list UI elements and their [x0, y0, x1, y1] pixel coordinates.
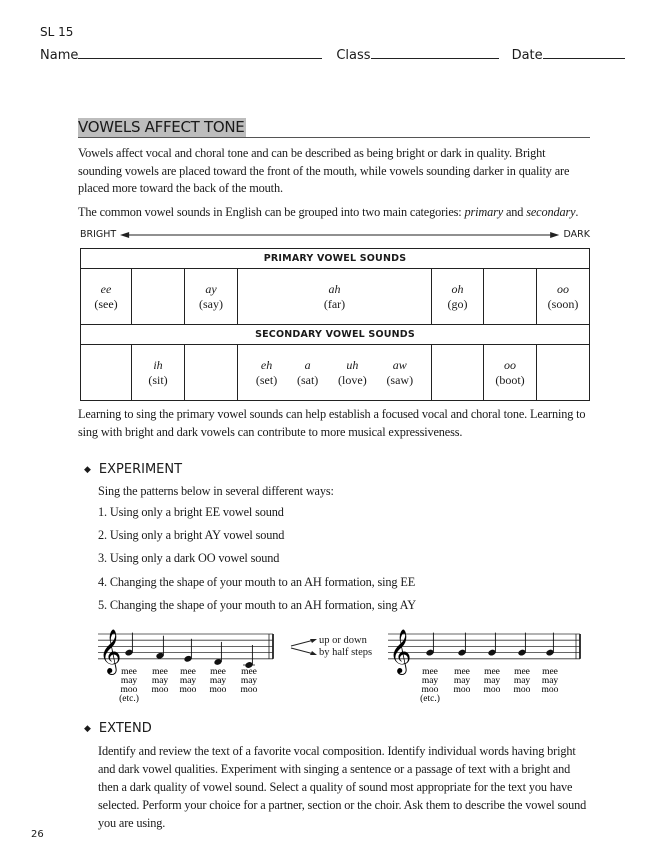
lyric-etc: (etc.) — [119, 694, 139, 704]
date-field[interactable] — [543, 46, 625, 59]
lyric-syllable: may — [209, 676, 227, 686]
vowel-cell — [537, 345, 590, 401]
lyric-etc: (etc.) — [420, 694, 440, 704]
lyric-syllable: mee — [422, 667, 438, 677]
categories-paragraph: The common vowel sounds in English can be grouped into two main categories: primary and secondary. — [78, 204, 579, 219]
vowel-cell — [484, 269, 537, 325]
bright-dark-scale — [80, 229, 590, 241]
lyric-syllable: moo — [179, 685, 197, 695]
lyric-syllable: may — [541, 676, 559, 686]
treble-clef-icon: 𝄞 — [99, 628, 122, 673]
vowel-pair: eh (set) — [255, 357, 278, 387]
diamond-bullet-icon: ◆ — [84, 724, 91, 734]
dark-label: DARK — [563, 229, 590, 240]
intro-paragraph: Vowels affect vocal and choral tone and can be described as being bright or dark in quality. Bright sounding vowels are placed toward the front of the mouth, while vowels sounding darker in quality are placed more toward the back of the mouth. — [78, 146, 570, 195]
title-rule — [78, 118, 590, 138]
lyric-syllable: mee — [542, 667, 558, 677]
lyric-syllable: moo — [513, 685, 531, 695]
vowel-cell: ay (say) — [185, 269, 238, 325]
lyric-syllable: may — [179, 676, 197, 686]
lyric-syllable: may — [240, 676, 258, 686]
class-label: Class — [336, 48, 371, 63]
vowel-cell: oo (boot) — [484, 345, 537, 401]
vowel-cell: ee (see) — [81, 269, 132, 325]
music-section — [0, 616, 667, 706]
experiment-item: 5. Changing the shape of your mouth to an AH formation, sing AY — [98, 598, 416, 612]
primary-header: PRIMARY VOWEL SOUNDS — [81, 249, 590, 269]
vowel-pair: a (sat) — [296, 357, 319, 387]
experiment-item: 3. Using only a dark OO vowel sound — [98, 551, 280, 565]
bright-label: BRIGHT — [80, 229, 117, 240]
vowel-cell — [238, 345, 432, 401]
vowel-cell — [432, 345, 484, 401]
lyric-syllable: moo — [453, 685, 471, 695]
lyric-syllable: moo — [240, 685, 258, 695]
lyric-syllable: mee — [484, 667, 500, 677]
vowel-cell — [185, 345, 238, 401]
lyric-syllable: mee — [454, 667, 470, 677]
vowel-cell — [132, 269, 185, 325]
lyric-syllable: mee — [514, 667, 530, 677]
experiment-intro: Sing the patterns below in several different ways: — [98, 484, 334, 498]
lyric-syllable: mee — [241, 667, 257, 677]
lyric-syllable: moo — [541, 685, 559, 695]
extend-paragraph: Identify and review the text of a favorite vocal composition. Identify individual words having bright and dark vowel qualities. Experiment with singing a sentence or a passage of text with a bright and then a dark quality of vowel sound. Select a quality of sound most appropriate for the text you have selected. Perform your choice for a partner, section or the choir. Ask them to describe the vowel sound you are using. — [98, 744, 587, 830]
main-content — [78, 118, 590, 832]
summary-paragraph: Learning to sing the primary vowel sounds can help establish a focused vocal and choral tone. Learning to sing with bright and dark vowels can contribute to more musical expressiveness. — [78, 407, 586, 439]
vowel-pair: uh (love) — [338, 357, 367, 387]
page-title: VOWELS AFFECT TONE — [78, 118, 245, 136]
class-field[interactable] — [371, 46, 499, 59]
sheet-code: SL 15 — [40, 25, 74, 39]
treble-clef-icon: 𝄞 — [389, 628, 412, 673]
lyric-syllable: may — [421, 676, 439, 686]
secondary-header: SECONDARY VOWEL SOUNDS — [81, 325, 590, 345]
experiment-item: 2. Using only a bright AY vowel sound — [98, 528, 285, 542]
half-steps-note: up or down by half steps — [319, 635, 373, 658]
lyric-syllable: moo — [421, 685, 439, 695]
lyric-syllable: may — [120, 676, 138, 686]
primary-row — [81, 269, 590, 325]
extend-heading: ◆ EXTEND — [84, 721, 152, 736]
lyric-syllable: moo — [483, 685, 501, 695]
up-down-arrows-icon — [290, 637, 318, 657]
student-info-row — [40, 46, 630, 63]
lyric-syllable: may — [513, 676, 531, 686]
name-field[interactable] — [78, 46, 322, 59]
vowel-cell: oh (go) — [432, 269, 484, 325]
lyric-syllable: mee — [210, 667, 226, 677]
vowel-cell: ih (sit) — [132, 345, 185, 401]
vowel-cell: oo (soon) — [537, 269, 590, 325]
page-number: 26 — [31, 829, 44, 840]
lyric-syllable: moo — [151, 685, 169, 695]
vowel-sounds-table — [80, 248, 590, 401]
vowel-pair: aw (saw) — [386, 357, 414, 387]
bright-dark-arrow-icon — [120, 230, 559, 240]
lyric-syllable: mee — [152, 667, 168, 677]
vowel-cell: ah (far) — [238, 269, 432, 325]
experiment-item: 4. Changing the shape of your mouth to an AH formation, sing EE — [98, 575, 416, 589]
music-notation — [0, 616, 667, 706]
lyric-syllable: may — [483, 676, 501, 686]
diamond-bullet-icon: ◆ — [84, 465, 91, 475]
experiment-heading: ◆ EXPERIMENT — [84, 462, 183, 477]
lyric-syllable: mee — [180, 667, 196, 677]
vowel-cell — [81, 345, 132, 401]
lyric-syllable: moo — [209, 685, 227, 695]
lyric-syllable: may — [453, 676, 471, 686]
secondary-row — [81, 345, 590, 401]
lyric-syllable: moo — [120, 685, 138, 695]
date-label: Date — [511, 48, 543, 63]
experiment-item: 1. Using only a bright EE vowel sound — [98, 505, 284, 519]
name-label: Name — [40, 48, 79, 63]
lyric-syllable: may — [151, 676, 169, 686]
lyric-syllable: mee — [121, 667, 137, 677]
